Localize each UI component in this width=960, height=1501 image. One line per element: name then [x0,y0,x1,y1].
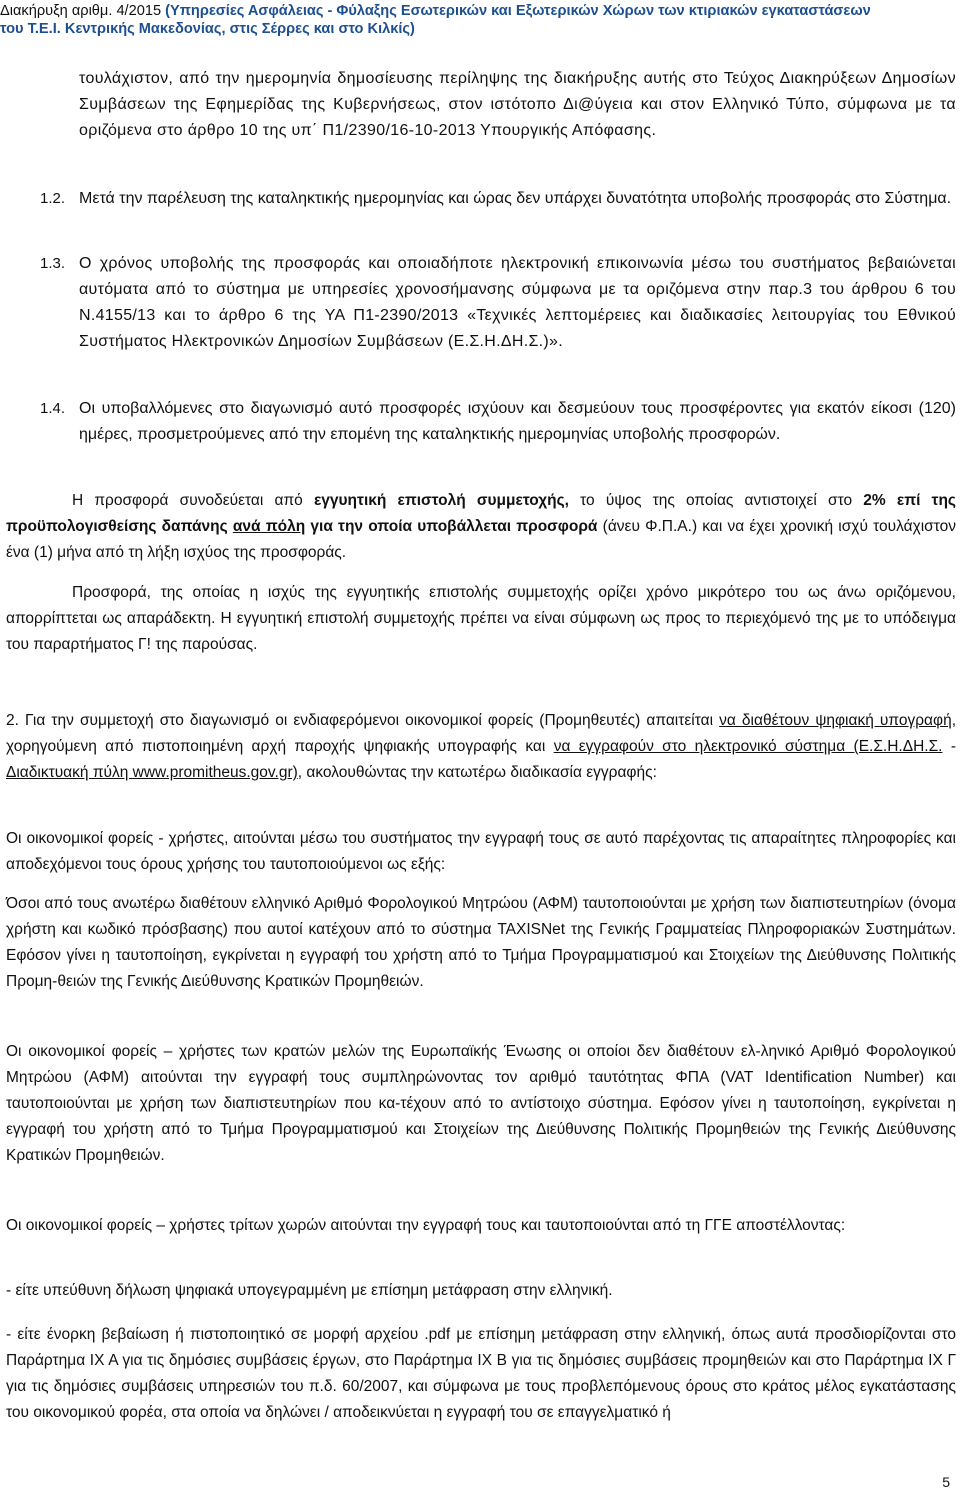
header-line-1: Διακήρυξη αριθμ. 4/2015 (Υπηρεσίες Ασφάλειας - Φύλαξης Εσωτερικών και Εξωτερικών Χώρων των κτιριακών εγκαταστάσεων [0,3,871,19]
header-line-2: του Τ.Ε.Ι. Κεντρικής Μακεδονίας, στις Σέρρες και στο Κιλκίς) [0,21,415,37]
document-header [0,2,958,38]
paragraph-1-4: Οι υποβαλλόμενες στο διαγωνισμό αυτό προσφορές ισχύουν και δεσμεύουν τους προσφέροντες για εκατόν είκοσι (120) ημέρες, προσμετρούμενες από την επομένη της καταληκτικής ημερομηνίας υποβολής προσφορών. [79,400,956,443]
paragraph-guarantee: Η προσφορά συνοδεύεται από εγγυητική επιστολή συμμετοχής, το ύψος της οποίας αντιστοιχεί στο 2% επί της προϋπολογισθείσης δαπάνης ανά πόλη για την οποία υποβάλλεται προσφορά (άνευ Φ.Π.Α.) και να έχει χρονική ισχύ τουλάχιστον ένα (1) μήνα από τη λήξη ισχύος της προσφοράς. [6,492,957,561]
promitheus-link[interactable]: www.promitheus.gov.gr) [132,764,298,781]
paragraph-publication: τουλάχιστον, από την ημερομηνία δημοσίευσης περίληψης της διακήρυξης αυτής στο Τεύχος Διακηρύξεων Δημοσίων Συμβάσεων της Εφημερίδας της Κυβερνήσεως, στον ιστότοπο Δι@ύγεια και στον Ελληνικό Τύπο, σύμφωνα με τα οριζόμενα στο άρθρο 10 της υπ΄ Π1/2390/16-10-2013 Υπουργικής Απόφασης. [79,70,956,139]
paragraph-users-registration: Οι οικονομικοί φορείς - χρήστες, αιτούνται μέσω του συστήματος την εγγραφή τους σε αυτό παρέχοντας τις απαραίτητες πληροφορίες και αποδεχόμενοι τους όρους χρήσης του ταυτοποιούμενοι ως εξής: [6,830,956,873]
paragraph-1-3: Ο χρόνος υποβολής της προσφοράς και οποιαδήποτε ηλεκτρονική επικοινωνία μέσω του συστήματος βεβαιώνεται αυτόματα από το σύστημα με υπηρεσίες χρονοσήμανσης σύμφωνα με τα οριζόμενα στην παρ.3 του άρθρου 6 του Ν.4155/13 και το άρθρο 6 της ΥΑ Π1-2390/2013 «Τεχνικές λεπτομέρειες και διαδικασίες λειτουργίας του Εθνικού Συστήματος Ηλεκτρονικών Δημοσίων Συμβάσεων (Ε.Σ.Η.ΔΗ.Σ.)». [79,255,956,350]
paragraph-rejection: Προσφορά, της οποίας η ισχύς της εγγυητικής επιστολής συμμετοχής ορίζει χρόνο μικρότερο του ως άνω οριζόμενου, απορρίπτεται ως απαράδεκτη. Η εγγυητική επιστολή συμμετοχής πρέπει να είναι σύμφωνη ως προς το περιεχόμενό της με το υπόδειγμα του παραρτήματος Γ! της παρούσας. [6,584,956,653]
paragraph-afm-users: Όσοι από τους ανωτέρω διαθέτουν ελληνικό Αριθμό Φορολογικού Μητρώου (ΑΦΜ) ταυτοποιούνται με χρήση των διαπιστευτηρίων (όνομα χρήστη και κωδικό πρόσβασης) που αυτοί κατέχουν από το σύστημα TAXISNet της Γενικής Γραμματείας Πληροφοριακών Συστημάτων. Εφόσον γίνει η ταυτοποίηση, εγκρίνεται η εγγραφή του χρήστη από το Τμήμα Προγραμματισμού και Στοιχείων της Διεύθυνσης Πολιτικής Προμη-θειών της Γενικής Διεύθυνσης Κρατικών Προμηθειών. [6,895,956,990]
paragraph-section-2: 2. Για την συμμετοχή στο διαγωνισμό οι ενδιαφερόμενοι οικονομικοί φορείς (Προμηθευτές) απαιτείται να διαθέτουν ψηφιακή υπογραφή, χορηγούμενη από πιστοποιημένη αρχή παροχής ψηφιακής υπογραφής και να εγγραφούν στο ηλεκτρονικό σύστημα (Ε.Σ.Η.ΔΗ.Σ. - Διαδικτυακή πύλη www.promitheus.gov.gr), ακολουθώντας την κατωτέρω διαδικασία εγγραφής: [6,712,956,781]
item-number-1-2: 1.2. [40,190,66,207]
paragraph-third-country-users: Οι οικονομικοί φορείς – χρήστες τρίτων χωρών αιτούνται την εγγραφή τους και ταυτοποιούνται από τη ΓΓΕ αποστέλλοντας: [6,1217,846,1234]
bullet-sworn-statement: - είτε ένορκη βεβαίωση ή πιστοποιητικό σε μορφή αρχείου .pdf με επίσημη μετάφραση στην ελληνική, όπως αυτά προσδιορίζονται στο Παράρτημα ΙΧ Α για τις δημόσιες συμβάσεις έργων, στο Παράρτημα ΙΧ Β για τις δημόσιες συμβάσεις προμηθειών και στο Παράρτημα ΙΧ Γ για τις δημόσιες συμβάσεις υπηρεσιών του π.δ. 60/2007, και σύμφωνα με τους προβλεπόμενους όρους στο κράτος μέλος εγκατάστασης του οικονομικού φορέα, στα οποία να δηλώνει / αποδεικνύεται η εγγραφή του σε επαγγελματικό ή [6,1326,956,1421]
bullet-responsible-declaration: - είτε υπεύθυνη δήλωση ψηφιακά υπογεγραμμένη με επίσημη μετάφραση στην ελληνική. [6,1282,613,1299]
paragraph-1-2: Μετά την παρέλευση της καταληκτικής ημερομηνίας και ώρας δεν υπάρχει δυνατότητα υποβολής προσφοράς στο Σύστημα. [79,190,952,207]
item-number-1-3: 1.3. [40,255,66,272]
page-number: 5 [942,1474,950,1490]
paragraph-eu-users: Οι οικονομικοί φορείς – χρήστες των κρατών μελών της Ευρωπαϊκής Ένωσης οι οποίοι δεν διαθέτουν ελ-ληνικό Αριθμό Φορολογικού Μητρώου (ΑΦΜ) αιτούνται την εγγραφή τους συμπληρώνοντας τον αριθμό ταυτότητας ΦΠΑ (VAT Identification Number) και ταυτοποιούνται με χρήση των διαπιστευτηρίων που κα-τέχουν από το αντίστοιχο σύστημα. Εφόσον γίνει η ταυτοποίηση, εγκρίνεται η εγγραφή του χρήστη από το Τμήμα Προγραμματισμού και Στοιχείων της Διεύθυνσης Πολιτικής Προμηθειών της Γενικής Διεύθυνσης Κρατικών Προμηθειών. [6,1043,956,1164]
item-number-1-4: 1.4. [40,400,66,417]
